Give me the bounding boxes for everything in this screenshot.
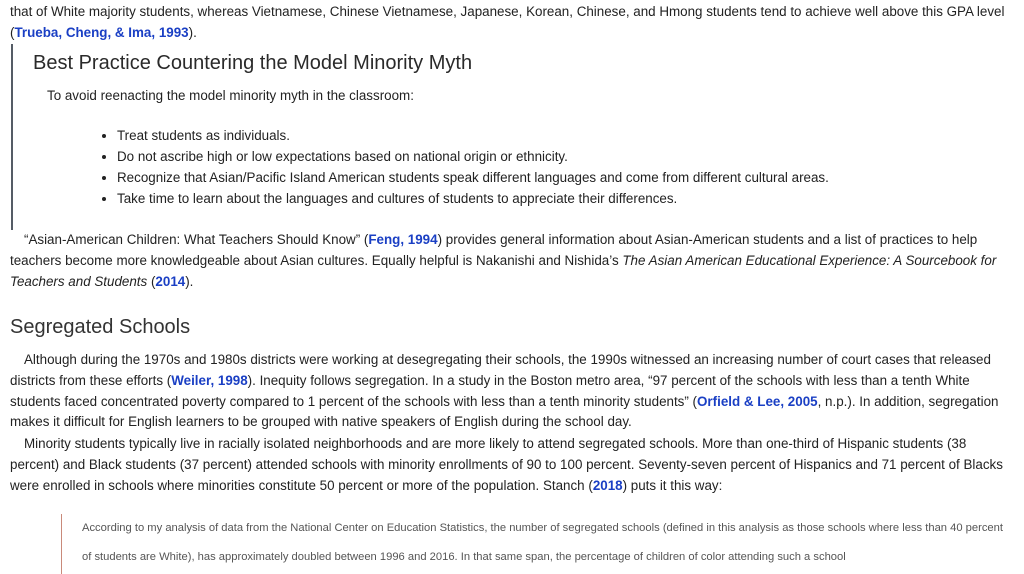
citation-weiler-link[interactable]: Weiler, 1998 bbox=[171, 372, 248, 388]
top-paragraph: that of White majority students, whereas Vietnamese, Chinese Vietnamese, Japanese, Korean, Chinese, and Hmong students tend to achieve well above this GPA level (Trueba, Cheng, & Ima, 1993). bbox=[10, 4, 1005, 40]
segregated-paragraph-1: Although during the 1970s and 1980s districts were working at desegregating their schools, the 1990s witnessed an increasing number of court cases that released districts from these efforts (Weiler, 1998). Inequity follows segregation. In a study in the Boston metro area, “97 percent of the schools with less than a tenth White students faced concentrated poverty compared to 1 percent of the schools with less than a tenth minority students” (Orfield & Lee, 2005, n.p.). In addition, segregation makes it difficult for English learners to be grouped with native speakers of English during the school day. bbox=[10, 352, 999, 430]
list-item: • Take time to learn about the languages and cultures of students to appreciate their differences. bbox=[117, 188, 829, 209]
list-item: • Recognize that Asian/Pacific Island American students speak different languages and come from different cultural areas. bbox=[117, 167, 829, 188]
best-practice-intro: To avoid reenacting the model minority myth in the classroom: bbox=[47, 88, 414, 103]
best-practice-list bbox=[95, 125, 829, 209]
book-title: The Asian American Educational Experience: A Sourcebook for Teachers and Students bbox=[10, 252, 997, 289]
segregated-schools-heading: Segregated Schools bbox=[10, 316, 191, 338]
feng-paragraph: “Asian-American Children: What Teachers Should Know” (Feng, 1994) provides general information about Asian-American students and a list of practices to help teachers become more knowledgeable about Asian cultures. Equally helpful is Nakanishi and Nishida’s The Asian American Educational Experience: A Sourcebook for Teachers and Students (2014). bbox=[10, 232, 997, 289]
segregated-paragraph-2: Minority students typically live in racially isolated neighborhoods and are more likely to attend segregated schools. More than one-third of Hispanic students (38 percent) and Black students (37 percent) attended schools with minority enrollments of 90 to 100 percent. Seventy-seven percent of Hispanics and 71 percent of Blacks were enrolled in schools where minorities constitute 50 percent or more of the population. Stanch (2018) puts it this way: bbox=[10, 436, 1003, 493]
block-quote-text: According to my analysis of data from the National Center on Education Statistics, the number of segregated schools (defined in this analysis as those schools where less than 40 percent of students are White), has approximately doubled between 1996 and 2016. In that same span, the percentage of children of color attending such a school bbox=[82, 522, 1003, 563]
list-item: • Treat students as individuals. bbox=[117, 125, 829, 146]
citation-orfield-link[interactable]: Orfield & Lee, 2005 bbox=[697, 393, 818, 409]
block-quote bbox=[61, 514, 1012, 574]
best-practice-title: Best Practice Countering the Model Minority Myth bbox=[33, 52, 473, 74]
citation-stanch-link[interactable]: 2018 bbox=[592, 477, 623, 493]
citation-trueba-link[interactable]: Trueba, Cheng, & Ima, 1993 bbox=[14, 24, 189, 40]
best-practice-box bbox=[11, 44, 1013, 230]
citation-2014-link[interactable]: 2014 bbox=[155, 273, 186, 289]
list-item: • Do not ascribe high or low expectations based on national origin or ethnicity. bbox=[117, 146, 829, 167]
citation-feng-link[interactable]: Feng, 1994 bbox=[368, 232, 438, 247]
